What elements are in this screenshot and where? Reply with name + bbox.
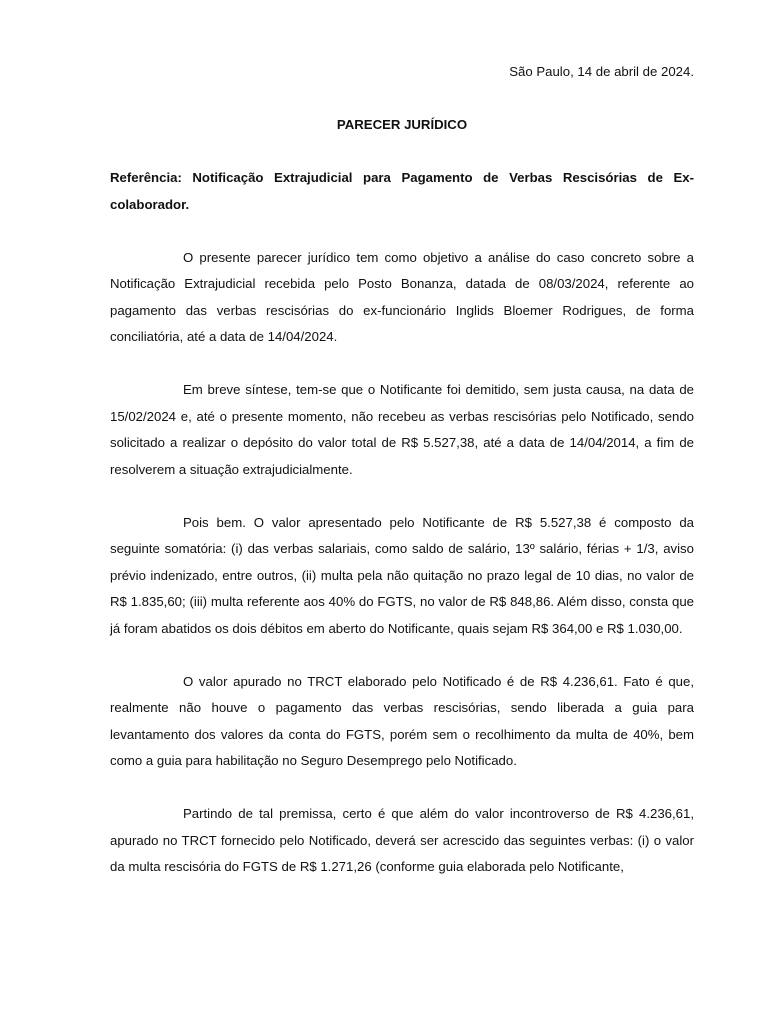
paragraph-composition: Pois bem. O valor apresentado pelo Notificante de R$ 5.527,38 é composto da seguinte somatória: (i) das verbas salariais, como saldo de salário, 13º salário, férias + 1/3, aviso prévio indenizado, entre outros, (ii) multa pela não quitação no prazo legal de 10 dias, no valor de R$ 1.835,60; (iii) multa referente aos 40% do FGTS, no valor de R$ 848,86. Além disso, consta que já foram abatidos os dois débitos em aberto do Notificante, quais sejam R$ 364,00 e R$ 1.030,00.: [110, 514, 694, 636]
reference-line: Referência: Notificação Extrajudicial para Pagamento de Verbas Rescisórias de Ex-colaborador.: [110, 170, 694, 212]
paragraph-trct: O valor apurado no TRCT elaborado pelo Notificado é de R$ 4.236,61. Fato é que, realmente não houve o pagamento das verbas rescisórias, sendo liberada a guia para levantamento dos valores da conta do FGTS, porém sem o recolhimento da multa de 40%, bem como a guia para habilitação no Seguro Desemprego pelo Notificado.: [110, 673, 694, 768]
document-body: [110, 59, 694, 881]
document-title: PARECER JURÍDICO: [336, 117, 468, 132]
paragraph-objective: O presente parecer jurídico tem como objetivo a análise do caso concreto sobre a Notificação Extrajudicial recebida pelo Posto Bonanza, datada de 08/03/2024, referente ao pagamento das verbas rescisórias do ex-funcionário Inglids Bloemer Rodrigues, de forma conciliatória, até a data de 14/04/2024.: [110, 249, 694, 344]
paragraph-premise: Partindo de tal premissa, certo é que além do valor incontroverso de R$ 4.236,61, apurado no TRCT fornecido pelo Notificado, deverá ser acrescido das seguintes verbas: (i) o valor da multa rescisória do FGTS de R$ 1.271,26 (conforme guia elaborada pelo Notificante,: [110, 806, 694, 874]
paragraph-synthesis: Em breve síntese, tem-se que o Notificante foi demitido, sem justa causa, na data de 15/02/2024 e, até o presente momento, não recebeu as verbas rescisórias pelo Notificado, sendo solicitado a realizar o depósito do valor total de R$ 5.527,38, até a data de 14/04/2014, a fim de resolverem a situação extrajudicialmente.: [110, 382, 694, 477]
date-line: São Paulo, 14 de abril de 2024.: [509, 64, 694, 79]
